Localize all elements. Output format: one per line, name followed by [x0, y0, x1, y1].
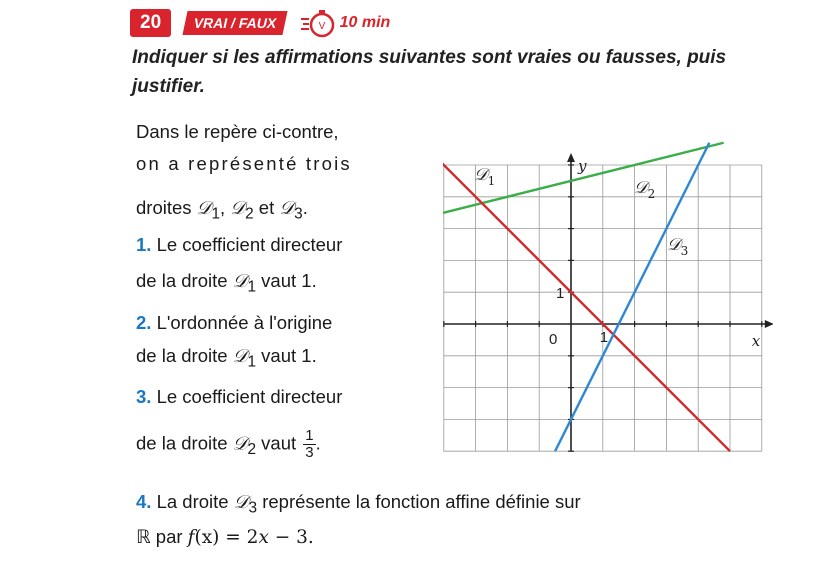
- intro-line-2: on a représenté trois: [136, 153, 352, 174]
- exercise-number: 20: [130, 9, 171, 37]
- item-2-line-2: de la droite 𝒟$_1$ vaut 1.: [136, 345, 317, 371]
- item-4-line-1: 4. La droite 𝒟$_3$ représente la fonction affine définie sur: [136, 491, 581, 517]
- item-1-line-2: de la droite 𝒟$_1$ vaut 1.: [136, 270, 317, 296]
- instruction: Indiquer si les affirmations suivantes sont vraies ou fausses, puis justifier.: [132, 47, 727, 97]
- graph-lines: [443, 143, 730, 451]
- exercise-header: [130, 8, 390, 38]
- graph-axes: [444, 153, 773, 451]
- item-4-line-2: ℝ par f(x) = 2x − 3.: [136, 526, 314, 548]
- y-axis-label: y: [578, 157, 587, 175]
- item-3-number: 3.: [136, 386, 152, 407]
- vrai-faux-tag: VRAI / FAUX: [183, 11, 289, 35]
- exercise-time: 10 min: [339, 14, 391, 31]
- line-d3: [555, 143, 709, 451]
- item-4-number: 4.: [136, 491, 152, 512]
- x-axis-label: x: [751, 332, 761, 350]
- x-unit-label: 1: [599, 329, 609, 346]
- x-axis-arrow: [765, 320, 773, 328]
- item-2-line-1: 2. L'ordonnée à l'origine: [136, 312, 333, 333]
- graph: [443, 128, 773, 458]
- timer-glyph: V: [318, 21, 325, 32]
- item-3-line-2: de la droite 𝒟$_2$ vaut $\frac{1}{3}$ .: [136, 427, 321, 461]
- graph-grid: [444, 165, 762, 451]
- intro-line-3: droites 𝒟$_1$, 𝒟$_2$ et 𝒟$_3$.: [136, 197, 308, 223]
- intro-line-1: Dans le repère ci-contre,: [136, 121, 339, 142]
- y-unit-label: 1: [556, 285, 565, 303]
- line-label-d2: 𝒟$_2$: [634, 178, 656, 201]
- item-1-line-1: 1. Le coefficient directeur: [136, 234, 343, 255]
- line-label-d3: 𝒟$_3$: [667, 235, 689, 258]
- graph-labels: [474, 157, 761, 350]
- line-label-d1: 𝒟$_1$: [474, 165, 496, 188]
- item-1-number: 1.: [136, 234, 152, 255]
- stopwatch-icon: [300, 8, 336, 38]
- line-d1: [443, 162, 730, 451]
- y-axis-arrow: [567, 153, 575, 162]
- item-2-number: 2.: [136, 312, 152, 333]
- item-3-line-1: 3. Le coefficient directeur: [136, 386, 343, 407]
- origin-label: 0: [549, 331, 558, 348]
- fraction-one-third: $\frac{1}{3}$: [305, 427, 314, 461]
